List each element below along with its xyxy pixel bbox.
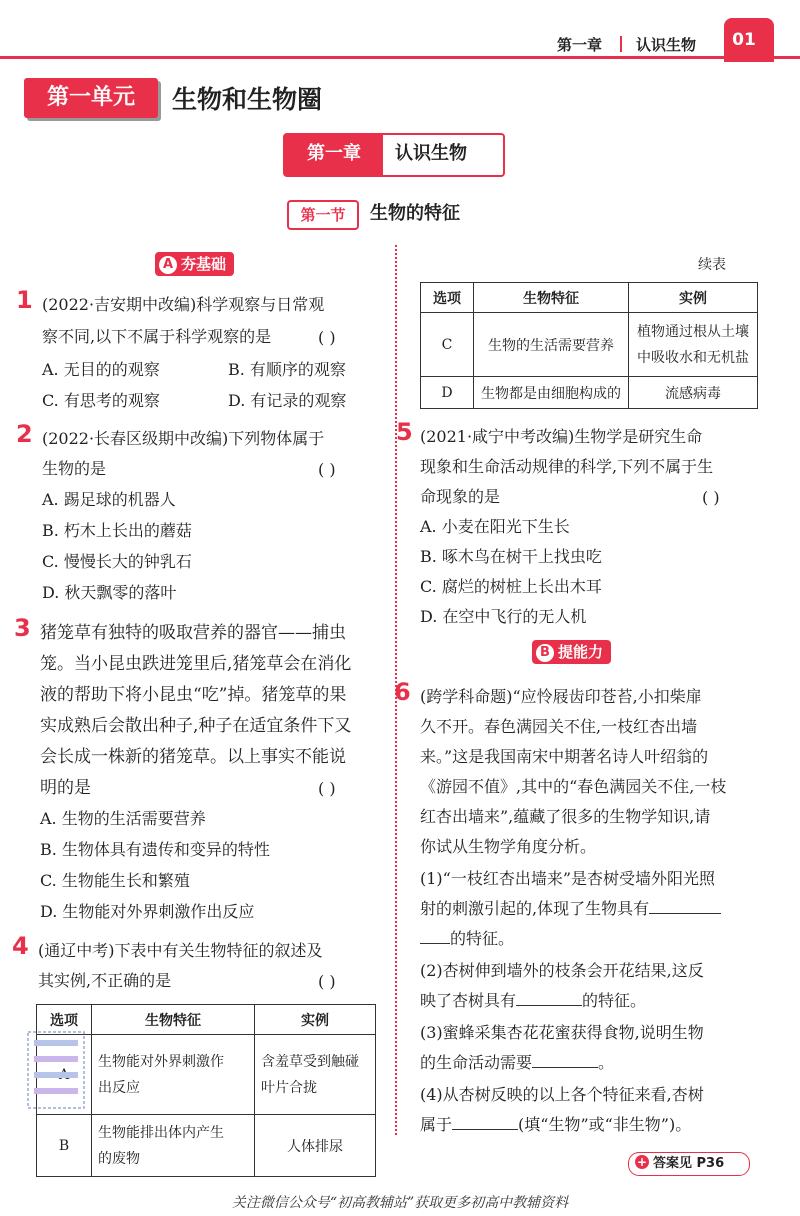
- chapter-label: 第一章: [285, 135, 383, 175]
- option: A. 小麦在阳光下生长: [420, 517, 570, 536]
- sub-question-3-line2: [420, 1048, 614, 1078]
- question-text: 你试从生物学角度分析。: [420, 837, 597, 856]
- question-number: 5: [396, 418, 413, 446]
- level-a-badge: [155, 252, 234, 276]
- question-text: 现象和生命活动规律的科学,下列不属于生: [420, 457, 714, 476]
- level-b-badge: [532, 640, 611, 664]
- option: D. 在空中飞行的无人机: [420, 607, 587, 626]
- table-cell: [629, 313, 758, 377]
- table-cell: [255, 1115, 376, 1177]
- question-text: 生物的是: [42, 459, 107, 478]
- table-cell: C: [421, 313, 474, 377]
- question-text: 液的帮助下将小昆虫“吃”掉。猪笼草的果: [40, 685, 347, 705]
- question-text: (2022·长春区级期中改编)下列物体属于: [42, 429, 325, 448]
- cell-line: 生物能对外界刺激作: [98, 1053, 224, 1070]
- question-text: (2022·吉安期中改编)科学观察与日常观: [42, 295, 325, 314]
- section-badge: 第一节: [287, 200, 359, 230]
- level-a-letter: A: [159, 256, 177, 274]
- question-number: 6: [394, 678, 411, 706]
- question-text: (跨学科命题)“应怜屐齿印苍苔,小扣柴扉: [420, 687, 702, 706]
- table-cell: [92, 1115, 255, 1177]
- option: B. 生物体具有遗传和变异的特性: [40, 840, 270, 859]
- sub-question-4-line2: [420, 1110, 691, 1140]
- table-cell: [255, 1035, 376, 1115]
- answer-parenthesis: ( ): [318, 972, 336, 991]
- plus-icon: +: [636, 1155, 648, 1169]
- question-text: 《游园不值》,其中的“春色满园关不住,一枝: [420, 777, 727, 796]
- watermark-stamp: [26, 1030, 86, 1110]
- section-title: 生物的特征: [370, 203, 460, 224]
- question-text: 猪笼草有独特的吸取营养的器官——捕虫: [40, 623, 346, 643]
- table-header: 选项: [421, 283, 474, 313]
- question-text: 其实例,不正确的是: [38, 971, 172, 990]
- option: D. 秋天飘零的落叶: [42, 583, 177, 602]
- cell-line: 生物能排出体内产生: [98, 1124, 224, 1141]
- sub-question-3: (3)蜜蜂采集杏花花蜜获得食物,说明生物: [420, 1023, 704, 1042]
- question-number: 2: [16, 420, 33, 448]
- answer-label: 答案见 P36: [653, 1156, 725, 1171]
- table-cell: 生物都是由细胞构成的: [474, 377, 629, 409]
- question-text: 明的是: [40, 778, 91, 798]
- question-text: 笼。当小昆虫跌进笼里后,猪笼草会在消化: [40, 654, 352, 674]
- option: A. 无目的的观察: [42, 360, 160, 379]
- option: D. 有记录的观察: [228, 391, 347, 410]
- text-fragment: 的特征。: [582, 991, 647, 1010]
- answer-reference[interactable]: [628, 1152, 750, 1176]
- table-header: 实例: [255, 1005, 376, 1035]
- table-row: [421, 313, 758, 377]
- sub-question-1-line3: [420, 924, 514, 954]
- option: D. 生物能对外界刺激作出反应: [40, 902, 255, 921]
- table-row: [37, 1115, 376, 1177]
- table-header: 实例: [629, 283, 758, 313]
- answer-blank[interactable]: [452, 1129, 518, 1130]
- question-text: 久不开。春色满园关不住,一枝红杏出墙: [420, 717, 698, 736]
- option: C. 腐烂的树桩上长出木耳: [420, 577, 602, 596]
- question-number: 1: [16, 286, 33, 314]
- level-b-label: 提能力: [558, 643, 604, 661]
- question-text: (通辽中考)下表中有关生物特征的叙述及: [38, 941, 323, 960]
- text-fragment: 的生命活动需要: [420, 1053, 533, 1072]
- option: B. 有顺序的观察: [228, 360, 346, 379]
- sub-question-1-line2: [420, 894, 721, 924]
- option: C. 生物能生长和繁殖: [40, 871, 190, 890]
- header-title: 认识生物: [636, 36, 697, 54]
- sub-question-4: (4)从杏树反映的以上各个特征来看,杏树: [420, 1085, 704, 1104]
- text-fragment: 属于: [420, 1115, 453, 1134]
- answer-blank[interactable]: [532, 1067, 598, 1068]
- text-fragment: 射的刺激引起的,体现了生物具有: [420, 899, 650, 918]
- answer-parenthesis: ( ): [318, 328, 336, 347]
- cell-line: 中吸收水和无机盐: [637, 349, 749, 366]
- unit-badge: 第一单元: [24, 78, 158, 118]
- table-header: 选项: [37, 1005, 92, 1035]
- option: A. 踢足球的机器人: [42, 490, 176, 509]
- answer-parenthesis: ( ): [318, 460, 336, 479]
- level-a-label: 夯基础: [181, 255, 227, 273]
- table-header-row: [421, 283, 758, 313]
- answer-blank[interactable]: [516, 1005, 582, 1006]
- question-text: 命现象的是: [420, 487, 501, 506]
- table-cell: 流感病毒: [629, 377, 758, 409]
- option: C. 有思考的观察: [42, 391, 160, 410]
- footer-note: 关注微信公众号“初高教辅站”获取更多初高中教辅资料: [231, 1195, 569, 1211]
- question-text: 察不同,以下不属于科学观察的是: [42, 327, 272, 346]
- option: C. 慢慢长大的钟乳石: [42, 552, 192, 571]
- header-separator: [620, 36, 622, 52]
- question-text: 红杏出墙来”,蕴藏了很多的生物学知识,请: [420, 807, 711, 826]
- answer-parenthesis: ( ): [318, 779, 336, 798]
- page-number: 01: [732, 30, 756, 50]
- question-number: 3: [14, 614, 31, 642]
- table-cell: 生物的生活需要营养: [474, 313, 629, 377]
- cell-line: 含羞草受到触碰: [261, 1053, 359, 1070]
- cell-line: 出反应: [98, 1079, 140, 1096]
- sub-question-2-line2: [420, 986, 646, 1016]
- feature-table: [36, 1004, 376, 1177]
- question-text: 实成熟后会散出种子,种子在适宜条件下又: [40, 716, 352, 736]
- question-text: 会长成一株新的猪笼草。以上事实不能说: [40, 747, 346, 767]
- question-number: 4: [12, 932, 29, 960]
- table-row: [37, 1035, 376, 1115]
- table-header: 生物特征: [474, 283, 629, 313]
- answer-blank[interactable]: [420, 943, 450, 944]
- text-fragment: 的特征。: [450, 929, 515, 948]
- cell-line: 叶片合拢: [261, 1079, 317, 1096]
- question-text: (2021·咸宁中考改编)生物学是研究生命: [420, 427, 703, 446]
- answer-blank[interactable]: [649, 913, 721, 914]
- header-chapter: 第一章: [557, 36, 603, 54]
- table-header: 生物特征: [92, 1005, 255, 1035]
- text-fragment: 。: [598, 1053, 615, 1072]
- chapter-title: 认识生物: [395, 143, 467, 164]
- option: B. 啄木鸟在树干上找虫吃: [420, 547, 602, 566]
- question-text: 来。”这是我国南宋中期著名诗人叶绍翁的: [420, 747, 709, 766]
- sub-question-2: (2)杏树伸到墙外的枝条会开花结果,这反: [420, 961, 704, 980]
- cell-line: 植物通过根从土壤: [637, 323, 749, 340]
- table-cell: B: [37, 1115, 92, 1177]
- cell-line: 的废物: [98, 1150, 140, 1167]
- table-row: [421, 377, 758, 409]
- continued-table: [420, 282, 758, 409]
- option: A. 生物的生活需要营养: [40, 809, 206, 828]
- continued-table-label: 续表: [698, 257, 726, 273]
- level-b-letter: B: [536, 644, 554, 662]
- unit-title: 生物和生物圈: [172, 85, 323, 114]
- table-cell: D: [421, 377, 474, 409]
- option: B. 朽木上长出的蘑菇: [42, 521, 192, 540]
- table-cell: [92, 1035, 255, 1115]
- table-header-row: [37, 1005, 376, 1035]
- text-fragment: (填“生物”或“非生物”)。: [518, 1115, 692, 1134]
- cell-line: 人体排尿: [287, 1138, 343, 1155]
- text-fragment: 映了杏树具有: [420, 991, 517, 1010]
- sub-question-1: (1)“一枝红杏出墙来”是杏树受墙外阳光照: [420, 869, 716, 888]
- answer-parenthesis: ( ): [702, 488, 720, 507]
